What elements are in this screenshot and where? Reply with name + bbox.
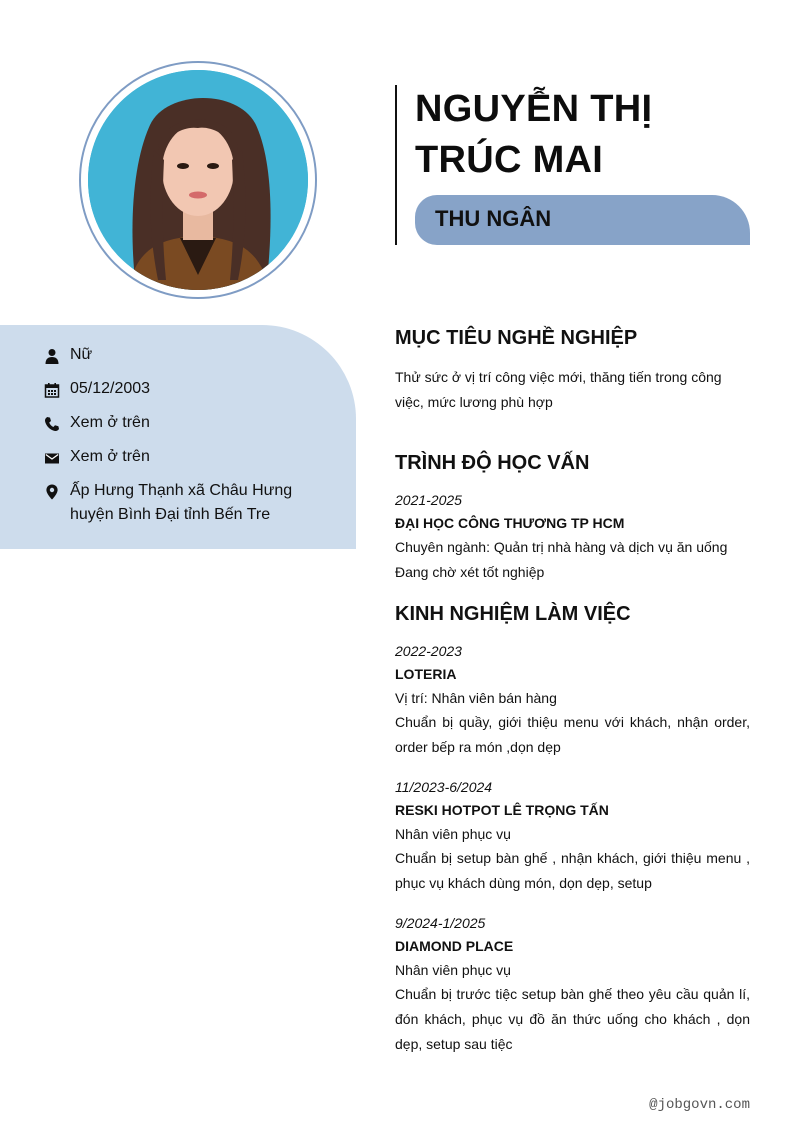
contact-email — [44, 448, 150, 469]
address-line-2: huyện Bình Đại tỉnh Bến Tre — [70, 506, 271, 523]
job-2-description: Chuẩn bị setup bàn ghế , nhận khách, giới thiệu menu , phục vụ khách dùng món, dọn dẹp, setup — [395, 850, 750, 891]
avatar — [88, 70, 308, 290]
job-3-description: Chuẩn bị trước tiệc setup bàn ghế theo yêu cầu quản lí, đón khách, phục vụ đồ ăn thức uống cho khách , dọn dẹp, setup sau tiệc — [395, 986, 750, 1052]
section-title-objective: MỤC TIÊU NGHỀ NGHIỆP — [395, 327, 638, 349]
contact-address — [44, 482, 292, 527]
full-name — [415, 84, 745, 186]
objective-text: Thử sức ở vị trí công việc mới, thăng tiến trong công việc, mức lương phù hợp — [395, 369, 722, 410]
education-period: 2021-2025 — [395, 492, 462, 508]
job-1-position: Vị trí: Nhân viên bán hàng — [395, 690, 557, 706]
role-title: THU NGÂN — [435, 206, 552, 231]
education-status: Đang chờ xét tốt nghiệp — [395, 564, 545, 580]
education-school: ĐẠI HỌC CÔNG THƯƠNG TP HCM — [395, 515, 625, 531]
phone-icon — [44, 416, 60, 432]
section-title-experience: KINH NGHIỆM LÀM VIỆC — [395, 603, 631, 625]
job-2-position: Nhân viên phục vụ — [395, 826, 511, 842]
birthdate-text: 05/12/2003 — [70, 380, 151, 397]
education-major: Chuyên ngành: Quản trị nhà hàng và dịch vụ ăn uống — [395, 539, 728, 555]
email-text: Xem ở trên — [70, 448, 150, 465]
user-icon — [44, 348, 60, 364]
name-divider — [395, 85, 397, 245]
mail-icon — [44, 450, 60, 466]
job-1-period: 2022-2023 — [395, 643, 462, 659]
job-3-position: Nhân viên phục vụ — [395, 962, 511, 978]
location-pin-icon — [44, 484, 60, 500]
job-3-period: 9/2024-1/2025 — [395, 915, 486, 931]
name-line-2: TRÚC MAI — [415, 139, 604, 181]
job-2-company: RESKI HOTPOT LÊ TRỌNG TẤN — [395, 802, 609, 818]
watermark: @jobgovn.com — [649, 1097, 750, 1113]
gender-text: Nữ — [70, 346, 93, 363]
contact-phone — [44, 414, 150, 435]
section-title-education: TRÌNH ĐỘ HỌC VẤN — [395, 452, 590, 474]
address-line-1: Ấp Hưng Thạnh xã Châu Hưng — [70, 482, 293, 499]
phone-text: Xem ở trên — [70, 414, 150, 431]
job-1-description: Chuẩn bị quầy, giới thiệu menu với khách, nhận order, order bếp ra món ,dọn dẹp — [395, 714, 750, 755]
portrait-image — [88, 70, 308, 290]
contact-birthdate — [44, 380, 150, 401]
calendar-icon — [44, 382, 60, 398]
job-2-period: 11/2023-6/2024 — [395, 779, 493, 795]
contact-gender — [44, 346, 92, 367]
job-3-company: DIAMOND PLACE — [395, 938, 514, 954]
role-badge — [415, 195, 750, 245]
job-1-company: LOTERIA — [395, 666, 457, 682]
name-line-1: NGUYỄN THỊ — [415, 88, 653, 130]
